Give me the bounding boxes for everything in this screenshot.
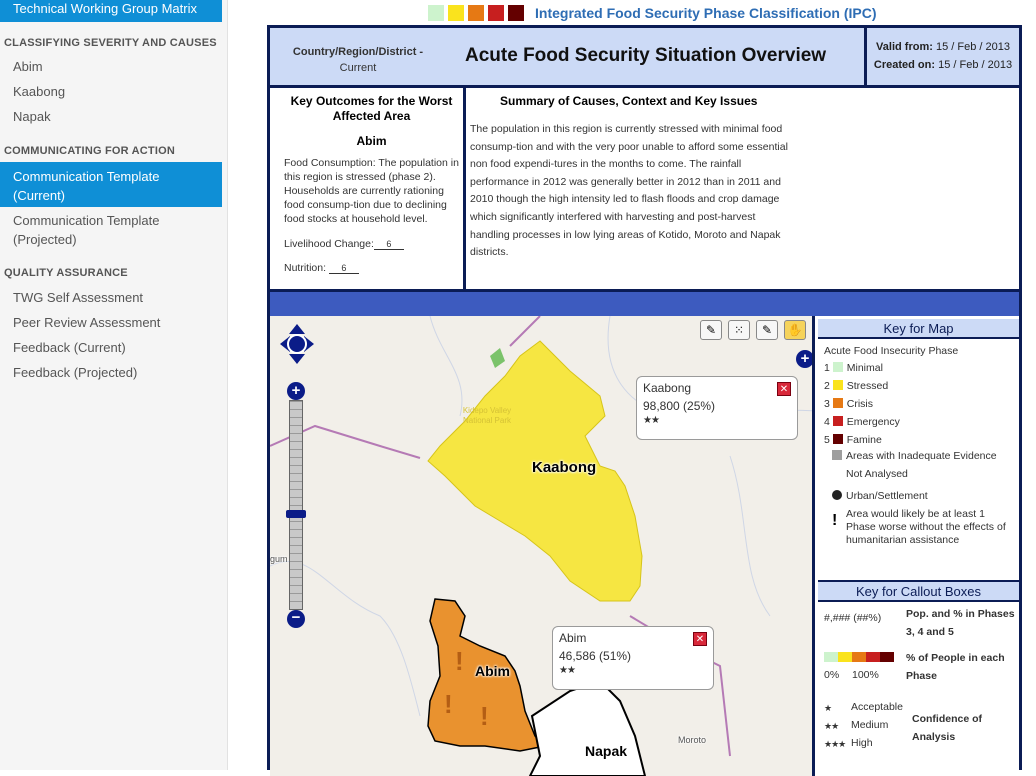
nutrition-label: Nutrition:	[284, 262, 327, 274]
confidence-acceptable: Acceptable	[851, 701, 903, 713]
page-title: Acute Food Security Situation Overview	[465, 45, 827, 66]
livelihood-change	[284, 238, 459, 250]
country-region-sub: Current	[339, 62, 377, 74]
sidebar-item-napak[interactable]: Napak	[13, 109, 51, 124]
star-3-icon: ★★★	[824, 739, 846, 749]
percent-bar	[824, 652, 894, 662]
sidebar-item-peer-review[interactable]: Peer Review Assessment	[13, 315, 161, 330]
sidebar-item-comm-projected[interactable]	[13, 211, 159, 249]
urban-label: Urban/Settlement	[846, 490, 928, 502]
phase-swatch	[833, 416, 843, 426]
green-patch	[490, 348, 505, 368]
phase-swatch	[833, 398, 843, 408]
exclamation-icon: !	[832, 512, 838, 529]
zoom-track[interactable]	[289, 400, 303, 610]
summary-text: The population in this region is currently stressed with minimal food consump-tion and with the very poor unable to afford some essential non food expendi-tures in the months to come. The rainfall performance in 2012 was generally better in 2012 than in 2011 and 2010 though the high intensity led to flash floods and crop damage which significantly interfered with harvesting and post-harvest handling processes in low lying areas of Kotido, Moroto and Napak districts.	[470, 123, 788, 259]
edit-tool[interactable]: ✎	[756, 320, 778, 340]
inadequate-label: Areas with Inadequate Evidence	[846, 450, 997, 462]
map-label-napak: Napak	[585, 743, 628, 759]
ipc-swatch-2	[448, 5, 464, 21]
sidebar-item-abim[interactable]: Abim	[13, 59, 43, 74]
sidebar-section-communicating: COMMUNICATING FOR ACTION	[4, 145, 176, 157]
sidebar-item-feedback-current[interactable]: Feedback (Current)	[13, 340, 126, 355]
phase-number: 4	[824, 416, 833, 428]
phase-swatch	[833, 362, 843, 372]
livelihood-value[interactable]: 6	[374, 239, 404, 250]
confidence-medium: Medium	[851, 719, 889, 731]
sidebar-section-quality: QUALITY ASSURANCE	[4, 267, 128, 279]
callout-abim-name: Abim	[559, 631, 587, 645]
country-region-text: Country/Region/District -	[292, 46, 424, 58]
phase-number: 5	[824, 434, 833, 446]
callout-kaabong-name: Kaabong	[643, 381, 692, 395]
draw-line-tool[interactable]: ✎	[700, 320, 722, 340]
phase-swatch	[833, 380, 843, 390]
phase-legend-item	[824, 380, 888, 392]
napak-region[interactable]	[530, 681, 645, 776]
key-outcomes-heading: Key Outcomes for the Worst Affected Area	[290, 94, 453, 123]
map-view[interactable]	[270, 316, 815, 776]
callout-kaabong-stars: ★★	[643, 415, 659, 426]
key-outcomes-panel	[270, 88, 466, 292]
callout-abim[interactable]	[552, 626, 714, 690]
expand-key-button[interactable]: +	[796, 350, 814, 368]
phase-label: Minimal	[846, 362, 883, 374]
close-icon[interactable]: ✕	[777, 382, 791, 396]
worst-area-name: Abim	[356, 134, 387, 148]
phase-legend-item	[824, 416, 900, 428]
country-region-label	[278, 44, 438, 76]
comm-projected-line1: Communication Template	[13, 213, 160, 228]
ipc-swatch-1	[428, 5, 444, 21]
phase-number: 3	[824, 398, 833, 410]
percent-bar-segment	[838, 652, 852, 662]
overview-frame	[267, 25, 1022, 770]
sidebar-item-feedback-projected[interactable]: Feedback (Projected)	[13, 365, 138, 380]
map-label-gum: gum	[270, 554, 288, 564]
nutrition	[284, 262, 459, 274]
dates-box	[864, 28, 1019, 85]
phase-swatch	[833, 434, 843, 444]
percent-bar-segment	[866, 652, 880, 662]
ipc-swatch-3	[468, 5, 484, 21]
phase-label: Crisis	[846, 398, 874, 410]
phase-legend-item	[824, 398, 873, 410]
sidebar	[0, 0, 228, 770]
zoom-out-button[interactable]: −	[287, 610, 305, 628]
livelihood-label: Livelihood Change:	[284, 238, 374, 250]
created-label: Created on:	[873, 59, 936, 71]
phase-legend-item	[824, 362, 883, 374]
valid-label: Valid from:	[876, 41, 933, 53]
map-label-park: Kidepo Valley National Park	[462, 406, 512, 425]
phase-label: Stressed	[846, 380, 889, 392]
valid-date: 15 / Feb / 2013	[935, 41, 1010, 53]
callout-sample: #,### (##%)	[824, 612, 882, 624]
summary-panel	[466, 88, 1019, 292]
comm-projected-line2: (Projected)	[13, 232, 77, 247]
inadequate-swatch	[832, 450, 842, 460]
overview-header	[270, 28, 1019, 88]
percent-bar-segment	[852, 652, 866, 662]
ipc-swatch-4	[488, 5, 504, 21]
callout-kaabong[interactable]	[636, 376, 798, 440]
callout-pct-label: % of People in each Phase	[906, 652, 1005, 682]
callout-pop-label: Pop. and % in Phases 3, 4 and 5	[906, 608, 1015, 638]
phase-label: Famine	[846, 434, 882, 446]
urban-dot-icon	[832, 490, 842, 500]
zoom-in-button[interactable]: +	[287, 382, 305, 400]
key-inadequate	[832, 450, 997, 462]
comm-current-line2: (Current)	[13, 188, 66, 203]
pan-hand-tool[interactable]: ✋	[784, 320, 806, 340]
callout-abim-value: 46,586 (51%)	[559, 649, 632, 663]
phase-number: 2	[824, 380, 833, 392]
pan-control[interactable]	[280, 324, 314, 364]
food-consumption-text: Food Consumption: The population in this region is stressed (phase 2). Households are currently rationing food consump-tion due to declining food stocks at household level.	[284, 157, 459, 225]
ipc-title: Integrated Food Security Phase Classification (IPC)	[535, 5, 877, 21]
pct-zero: 0%	[824, 669, 840, 681]
worse-mark-1: !	[455, 646, 464, 676]
summary-heading: Summary of Causes, Context and Key Issues	[500, 94, 758, 108]
worse-mark-3: !	[480, 701, 489, 731]
map-label-abim: Abim	[475, 663, 510, 679]
ipc-swatch-5	[508, 5, 524, 21]
comm-current-line1: Communication Template	[13, 169, 160, 184]
phase-number: 1	[824, 362, 833, 374]
pan-arrows-icon	[280, 324, 314, 364]
confidence-label: Confidence of Analysis	[912, 713, 982, 743]
river-1	[430, 316, 462, 416]
draw-polygon-tool[interactable]: ⁙	[728, 320, 750, 340]
confidence-high: High	[851, 737, 873, 749]
key-for-map-heading: Key for Map	[818, 319, 1019, 339]
phase-legend-item	[824, 434, 882, 446]
percent-bar-segment	[824, 652, 838, 662]
percent-bar-segment	[880, 652, 894, 662]
sidebar-item-comm-current[interactable]	[0, 162, 222, 207]
callout-abim-stars: ★★	[559, 665, 575, 676]
sidebar-item-kaabong[interactable]: Kaabong	[13, 84, 66, 99]
map-label-kaabong: Kaabong	[532, 459, 597, 476]
key-urban	[832, 490, 928, 502]
callout-kaabong-value: 98,800 (25%)	[643, 399, 716, 413]
river-4	[730, 456, 770, 616]
zoom-handle[interactable]	[286, 510, 306, 518]
star-2-icon: ★★	[824, 721, 839, 731]
worse-mark-2: !	[444, 689, 453, 719]
key-phase-subheading: Acute Food Insecurity Phase	[824, 345, 959, 357]
sidebar-section-classifying: CLASSIFYING SEVERITY AND CAUSES	[4, 37, 217, 49]
zoom-slider[interactable]	[287, 382, 307, 628]
created-date: 15 / Feb / 2013	[938, 59, 1013, 71]
ipc-banner	[428, 4, 877, 22]
sidebar-item-twg-self[interactable]: TWG Self Assessment	[13, 290, 144, 305]
key-not-analysed: Not Analysed	[846, 468, 908, 480]
border-line-north	[510, 316, 540, 346]
key-panel	[818, 316, 1019, 776]
key-worse-note: Area would likely be at least 1 Phase worse without the effects of humanitarian assistance	[846, 508, 1006, 546]
close-icon[interactable]: ✕	[693, 632, 707, 646]
section-divider-band	[270, 292, 1019, 316]
nutrition-value[interactable]: 6	[329, 263, 359, 274]
map-label-moroto: Moroto	[678, 735, 707, 745]
key-for-callout-heading: Key for Callout Boxes	[818, 580, 1019, 602]
phase-label: Emergency	[846, 416, 900, 428]
pct-hundred: 100%	[852, 669, 879, 681]
star-1-icon: ★	[824, 703, 833, 713]
sidebar-item-twg-matrix[interactable]: Technical Working Group Matrix	[0, 0, 222, 22]
